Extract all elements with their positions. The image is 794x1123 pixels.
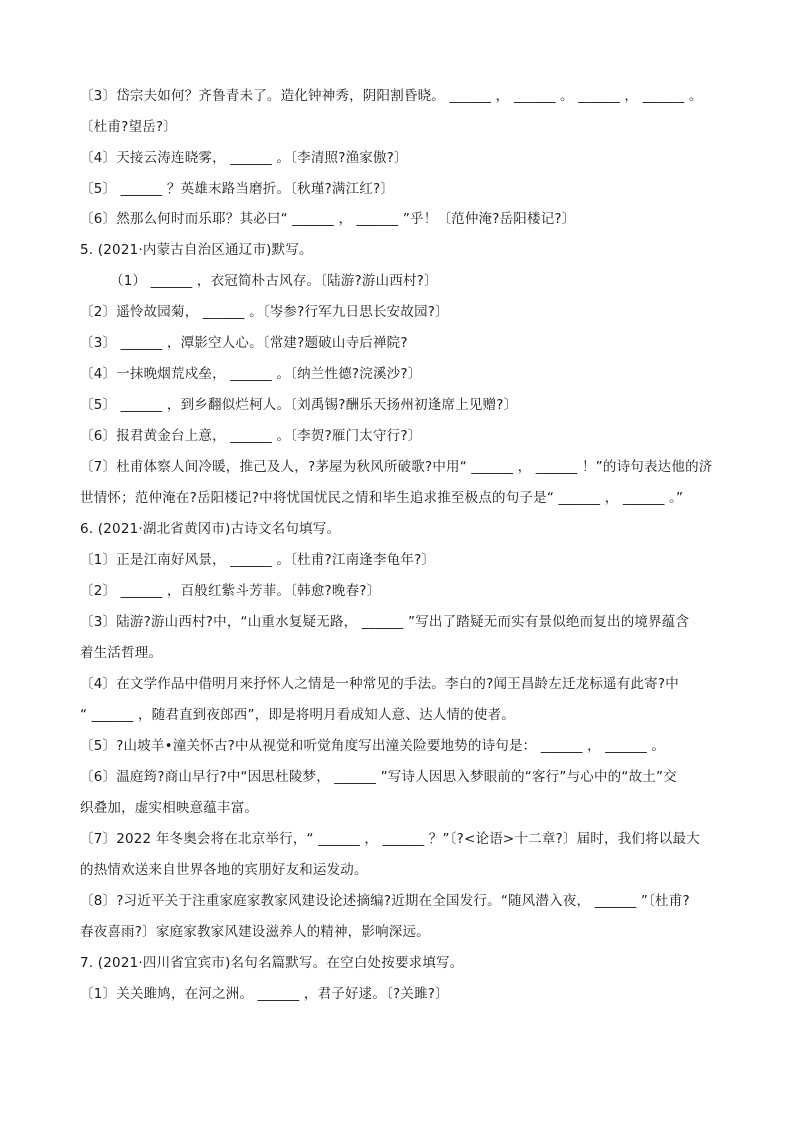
text-line: “ ______ ，随君直到夜郎西”，即是将明月看成知人意、达人情的使者。 [80,707,515,723]
text-line: 〔6〕报君黄金台上意， ______ 。〔李贺?雁门太守行?〕 [80,428,422,444]
text-line: 〔8〕?习近平关于注重家庭家教家风建设论述摘编?近期在全国发行。“随风潜入夜， ______ ”〔杜甫? [80,893,690,909]
text-line: 〔3〕陆游?游山西村?中，“山重水复疑无路， ______ ”写出了踏疑无而实有景似绝而复出的境界蕴含 [80,614,690,630]
text-line: 着生活哲理。 [80,645,163,661]
text-line: 〔4〕在文学作品中借明月来抒怀人之情是一种常见的手法。李白的?闻王昌龄左迁龙标遥有此寄?中 [80,676,679,692]
text-line: 〔1〕关关雎鸠，在河之洲。 ______ ，君子好逑。〔?关雎?〕 [80,986,449,1002]
text-line: 〔1〕正是江南好风景， ______ 。〔杜甫?江南逢李龟年?〕 [80,552,436,568]
text-line: 〔5〕?山坡羊•潼关怀古?中从视觉和听觉角度写出潼关险要地势的诗句是： ______ ， ______ 。 [80,738,666,754]
text-line: 〔2〕遥怜故园菊， ______ 。〔岑参?行军九日思长安故园?〕 [80,304,449,320]
text-line: 〔5〕 ______ ，到乡翻似烂柯人。〔刘禹锡?酬乐天扬州初逢席上见赠?〕 [80,397,518,413]
question-heading: 7. (2021·四川省宜宾市)名句名篇默写。在空白处按要求填写。 [80,955,464,971]
text-line: 世情怀；范仲淹在?岳阳楼记?中将忧国忧民之情和毕生追求推至极点的句子是“ ______ ， ______ 。” [80,490,684,506]
text-line: 的热情欢送来自世界各地的宾朋好友和运发动。 [80,862,368,878]
text-line: 〔4〕一抹晚烟荒戍垒， ______ 。〔纳兰性德?浣溪沙?〕 [80,366,422,382]
text-line: 春夜喜雨?〕家庭家教家风建设滋养人的精神，影响深远。 [80,924,430,940]
text-line: 〔杜甫?望岳?〕 [80,119,177,135]
text-line: 〔7〕杜甫体察人间冷暖，推己及人，?茅屋为秋风所破歌?中用“ ______ ， ______ ！”的诗句表达他的济 [80,459,713,475]
text-line: 〔6〕温庭筠?商山早行?中“因思杜陵梦， ______ ”写诗人因思入梦眼前的“客行”与心中的“故土”交 [80,769,677,785]
question-heading: 6. (2021·湖北省黄冈市)古诗文名句填写。 [80,521,341,537]
text-line: 〔2〕 ______ ，百般红紫斗芳菲。〔韩愈?晚春?〕 [80,583,381,599]
text-line: 〔3〕岱宗夫如何？齐鲁青未了。造化钟神秀，阴阳割昏晓。 ______ ， ______ 。 ______ ， ______ 。 [80,88,703,104]
text-line: 织叠加，虚实相映意蕴丰富。 [80,800,259,816]
text-line: 〔7〕2022 年冬奥会将在北京举行，“ ______ ， ______ ？”〔?<论语>十二章?〕届时，我们将以最大 [80,831,700,847]
question-heading: 5. (2021·内蒙古自治区通辽市)默写。 [80,242,313,258]
text-line: 〔4〕天接云涛连晓雾， ______ 。〔李清照?渔家傲?〕 [80,150,408,166]
text-line: （1） ______ ，衣冠简朴古风存。〔陆游?游山西村?〕 [110,273,438,289]
text-line: 〔5〕 ______ ？英雄末路当磨折。〔秋瑾?满江红?〕 [80,181,395,197]
text-line: 〔6〕然那么何时而乐耶？其必曰“ ______ ， ______ ”乎！〔范仲淹?岳阳楼记?〕 [80,211,576,227]
text-line: 〔3〕 ______ ，潭影空人心。〔常建?题破山寺后禅院? [80,335,408,351]
